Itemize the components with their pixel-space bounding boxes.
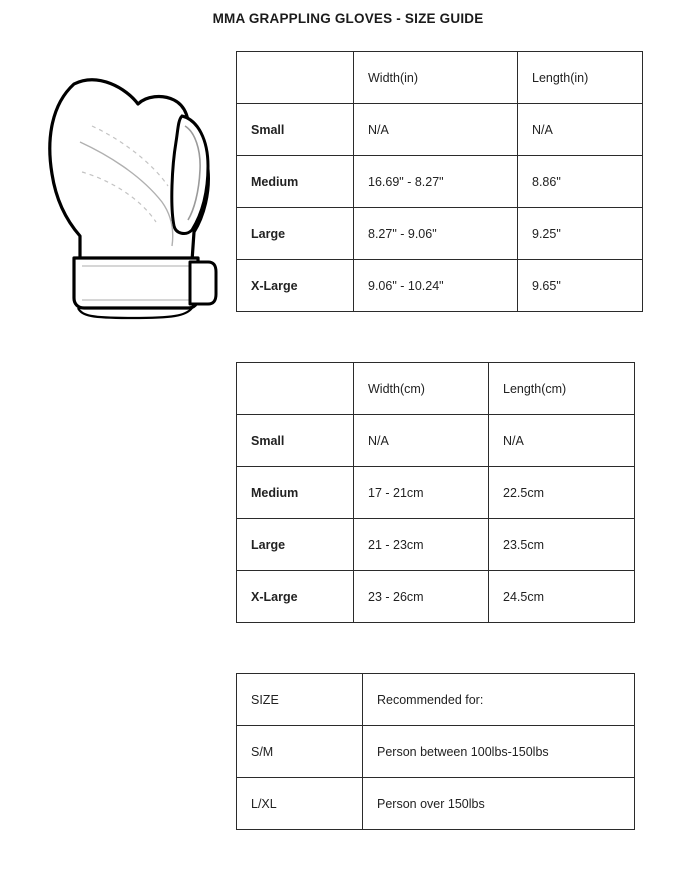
- row-label-small: Small: [237, 104, 354, 156]
- size-table-cm: [236, 362, 635, 623]
- table-row: [237, 571, 635, 623]
- cell-large-width-in: 8.27" - 9.06": [354, 208, 518, 260]
- row-label-medium: Medium: [237, 156, 354, 208]
- table-row: [237, 363, 635, 415]
- cell-sm-recommendation: Person between 100lbs-150lbs: [363, 726, 635, 778]
- cell-small-length-cm: N/A: [489, 415, 635, 467]
- cell-lxl-recommendation: Person over 150lbs: [363, 778, 635, 830]
- cell-medium-width-in: 16.69" - 8.27": [354, 156, 518, 208]
- table-row: [237, 52, 643, 104]
- cell-large-length-in: 9.25": [518, 208, 643, 260]
- cell-xlarge-width-in: 9.06" - 10.24": [354, 260, 518, 312]
- row-label-sm: S/M: [237, 726, 363, 778]
- column-header-width-cm: Width(cm): [354, 363, 489, 415]
- table-row: [237, 778, 635, 830]
- table-row: [237, 260, 643, 312]
- row-label-small: Small: [237, 415, 354, 467]
- column-header-recommended-for: Recommended for:: [363, 674, 635, 726]
- row-label-lxl: L/XL: [237, 778, 363, 830]
- row-label-large: Large: [237, 208, 354, 260]
- table-row: [237, 467, 635, 519]
- column-header-length-cm: Length(cm): [489, 363, 635, 415]
- table-row: [237, 208, 643, 260]
- cell-xlarge-length-in: 9.65": [518, 260, 643, 312]
- cell-xlarge-length-cm: 24.5cm: [489, 571, 635, 623]
- row-label-xlarge: X-Large: [237, 571, 354, 623]
- table-row: [237, 104, 643, 156]
- cell-small-width-cm: N/A: [354, 415, 489, 467]
- page-title: MMA GRAPPLING GLOVES - SIZE GUIDE: [212, 11, 484, 26]
- column-header-blank: [237, 52, 354, 104]
- size-table-recommendation: [236, 673, 635, 830]
- table-row: [237, 726, 635, 778]
- row-label-medium: Medium: [237, 467, 354, 519]
- cell-medium-length-in: 8.86": [518, 156, 643, 208]
- cell-medium-length-cm: 22.5cm: [489, 467, 635, 519]
- table-row: [237, 415, 635, 467]
- cell-small-length-in: N/A: [518, 104, 643, 156]
- row-label-large: Large: [237, 519, 354, 571]
- column-header-length-in: Length(in): [518, 52, 643, 104]
- cell-large-width-cm: 21 - 23cm: [354, 519, 489, 571]
- row-label-xlarge: X-Large: [237, 260, 354, 312]
- cell-small-width-in: N/A: [354, 104, 518, 156]
- size-table-inches: [236, 51, 643, 312]
- cell-medium-width-cm: 17 - 21cm: [354, 467, 489, 519]
- column-header-width-in: Width(in): [354, 52, 518, 104]
- table-row: [237, 519, 635, 571]
- column-header-blank: [237, 363, 354, 415]
- cell-xlarge-width-cm: 23 - 26cm: [354, 571, 489, 623]
- mma-glove-illustration: [22, 46, 222, 321]
- column-header-size: SIZE: [237, 674, 363, 726]
- table-row: [237, 156, 643, 208]
- cell-large-length-cm: 23.5cm: [489, 519, 635, 571]
- table-row: [237, 674, 635, 726]
